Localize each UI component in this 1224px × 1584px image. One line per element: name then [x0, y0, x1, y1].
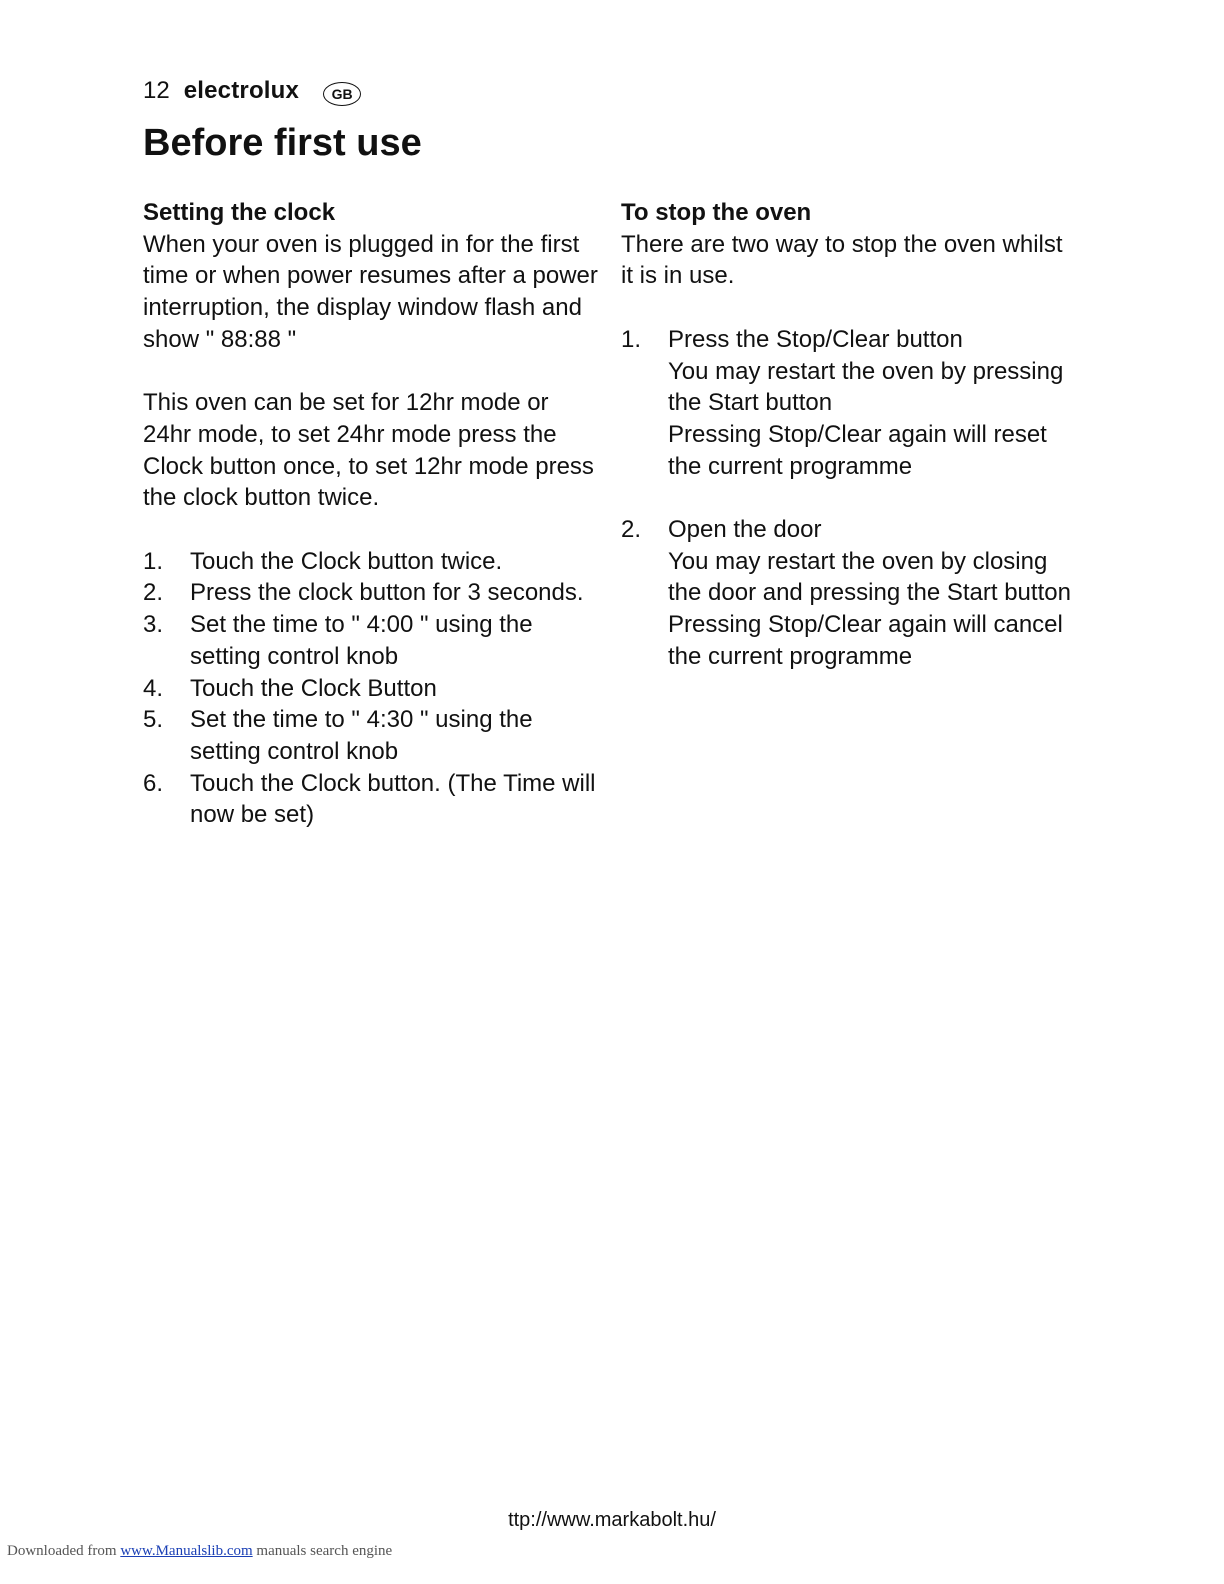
- step-text: Touch the Clock button twice.: [190, 547, 503, 575]
- list-item: [143, 768, 603, 831]
- step-text: Press the clock button for 3 seconds.: [190, 579, 584, 607]
- stop-section: [621, 197, 1081, 704]
- clock-section: [143, 197, 603, 831]
- step-number: 5.: [143, 706, 164, 734]
- clock-steps-list: [143, 546, 603, 831]
- stop-method: [621, 324, 1081, 483]
- step-number: 1.: [143, 547, 164, 575]
- step-text: Set the time to " 4:30 " using the setting control knob: [190, 706, 533, 765]
- manualslib-link[interactable]: www.Manualslib.com: [120, 1543, 253, 1559]
- page-header: [143, 76, 361, 106]
- clock-intro: When your oven is plugged in for the first time or when power resumes after a power interruption, the display window flash and show " 88:88 ": [143, 230, 598, 353]
- list-item: [143, 704, 603, 767]
- stop-method-line: [621, 324, 1081, 356]
- footer-url: ttp://www.markabolt.hu/: [508, 1509, 716, 1531]
- stop-method-line: [621, 514, 1081, 546]
- clock-heading: Setting the clock: [143, 199, 336, 226]
- stop-note: Pressing Stop/Clear again will reset the current programme: [668, 420, 1047, 480]
- stop-intro: There are two way to stop the oven whilst it is in use.: [621, 230, 1063, 290]
- stop-note: You may restart the oven by closing the door and pressing the Start button: [668, 547, 1071, 607]
- step-number: 1.: [621, 325, 642, 353]
- step-number: 2.: [621, 516, 642, 543]
- download-prefix: Downloaded from: [7, 1543, 117, 1559]
- step-text: Touch the Clock Button: [190, 674, 437, 702]
- clock-mode-text: This oven can be set for 12hr mode or 24hr mode, to set 24hr mode press the Clock button once, to set 12hr mode press the clock button twice.: [143, 389, 594, 512]
- page-title: Before first use: [143, 122, 422, 164]
- stop-note: You may restart the oven by pressing the Start button: [668, 357, 1064, 417]
- step-text: Press the Stop/Clear button: [668, 325, 963, 353]
- stop-note: Pressing Stop/Clear again will cancel the current programme: [668, 611, 1063, 670]
- download-suffix: manuals search engine: [256, 1543, 393, 1559]
- step-text: Open the door: [668, 516, 822, 543]
- step-number: 4.: [143, 674, 164, 702]
- step-number: 2.: [143, 579, 164, 607]
- brand-logo: electrolux: [183, 77, 300, 104]
- step-number: 6.: [143, 769, 164, 797]
- list-item: [143, 577, 603, 609]
- step-text: Set the time to " 4:00 " using the setting control knob: [190, 611, 533, 670]
- page-number: 12: [143, 77, 170, 104]
- download-note: [7, 1542, 392, 1560]
- step-number: 3.: [143, 611, 164, 639]
- step-text: Touch the Clock button. (The Time will now be set): [190, 769, 596, 829]
- list-item: [143, 546, 603, 578]
- list-item: [143, 673, 603, 705]
- stop-method: [621, 514, 1081, 673]
- list-item: [143, 609, 603, 672]
- stop-heading: To stop the oven: [621, 199, 812, 226]
- country-badge: GB: [323, 82, 361, 106]
